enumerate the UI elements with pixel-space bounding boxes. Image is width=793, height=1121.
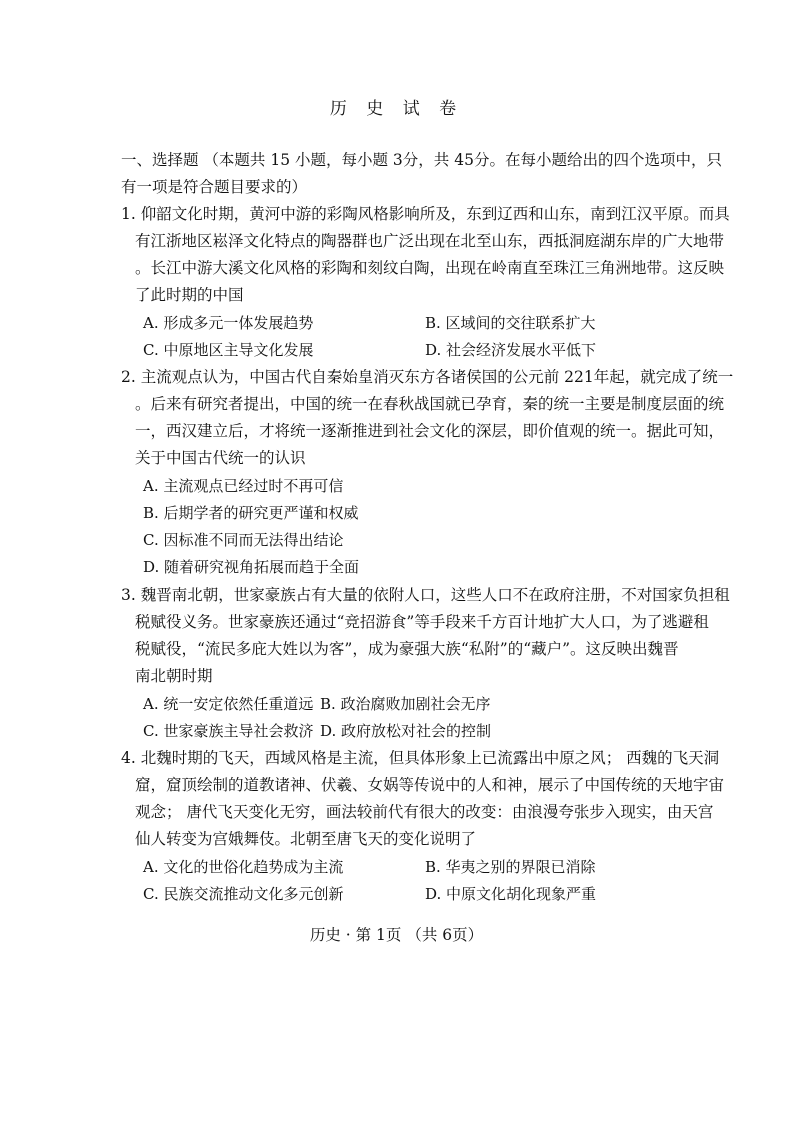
section-heading: 一、选择题 （本题共 15 小题，每小题 3分，共 45分。在每小题给出的四个选项中，只 [121,151,722,169]
option-c: C. 世家豪族主导社会救济 [143,722,314,740]
question-text: 观念； 唐代飞天变化无穷，画法较前代有很大的改变：由浪漫夸张步入现实，由天宫 [135,803,714,821]
question-text: 3. 魏晋南北朝，世家豪族占有大量的依附人口，这些人口不在政府注册，不对国家负担租 [121,586,730,604]
question-text: 窟，窟顶绘制的道教诸神、伏羲、女娲等传说中的人和神，展示了中国传统的天地宇宙 [135,776,725,794]
question-text: 南北朝时期 [135,667,213,685]
question-text: 一，西汉建立后，才将统一逐渐推进到社会文化的深层，即价值观的统一。据此可知， [135,422,725,440]
option-c: C. 中原地区主导文化发展 [143,341,314,359]
option-d: D. 政府放松对社会的控制 [320,722,492,740]
option-b: B. 区域间的交往联系扩大 [425,314,596,332]
option-b: B. 后期学者的研究更严谨和权威 [143,504,359,522]
question-text: 2. 主流观点认为，中国古代自秦始皇消灭东方各诸侯国的公元前 221年起，就完成了统一 [121,368,734,386]
question-text: 关于中国古代统一的认识 [135,449,306,467]
question-text: 税赋役义务。世家豪族还通过“竞招游食”等手段来千方百计地扩大人口，为了逃避租 [135,613,709,631]
section-heading-cont: 有一项是符合题目要求的） [121,178,308,196]
question-text: 。后来有研究者提出，中国的统一在春秋战国就已孕育，秦的统一主要是制度层面的统 [135,395,725,413]
option-d: D. 随着研究视角拓展而趋于全面 [143,558,360,576]
option-c: C. 民族交流推动文化多元创新 [143,885,344,903]
question-text: 1. 仰韶文化时期，黄河中游的彩陶风格影响所及，东到辽西和山东，南到江汉平原。而具 [121,205,730,223]
option-a: A. 主流观点已经过时不再可信 [143,477,344,495]
question-text: 有江浙地区崧泽文化特点的陶器群也广泛出现在北至山东，西抵洞庭湖东岸的广大地带 [135,232,725,250]
question-text: 4. 北魏时期的飞天，西域风格是主流，但具体形象上已流露出中原之风； 西魏的飞天洞 [121,749,720,767]
option-b: B. 政治腐败加剧社会无序 [320,695,491,713]
option-d: D. 中原文化胡化现象严重 [425,885,597,903]
question-text: 。长江中游大溪文化风格的彩陶和刻纹白陶，出现在岭南直至珠江三角洲地带。这反映 [135,259,725,277]
page-footer: 历史 · 第 1页 （共 6页） [309,926,484,944]
option-d: D. 社会经济发展水平低下 [425,341,597,359]
question-text: 仙人转变为宫娥舞伎。北朝至唐飞天的变化说明了 [135,830,477,848]
option-a: A. 形成多元一体发展趋势 [143,314,314,332]
question-text: 了此时期的中国 [135,286,244,304]
option-b: B. 华夷之别的界限已消除 [425,858,596,876]
option-c: C. 因标准不同而无法得出结论 [143,531,344,549]
page-title: 历 史 试 卷 [329,99,464,119]
option-a: A. 文化的世俗化趋势成为主流 [143,858,344,876]
question-text: 税赋役，“流民多庇大姓以为客”，成为豪强大族“私附”的“藏户”。这反映出魏晋 [135,640,679,658]
option-a: A. 统一安定依然任重道远 [143,695,314,713]
